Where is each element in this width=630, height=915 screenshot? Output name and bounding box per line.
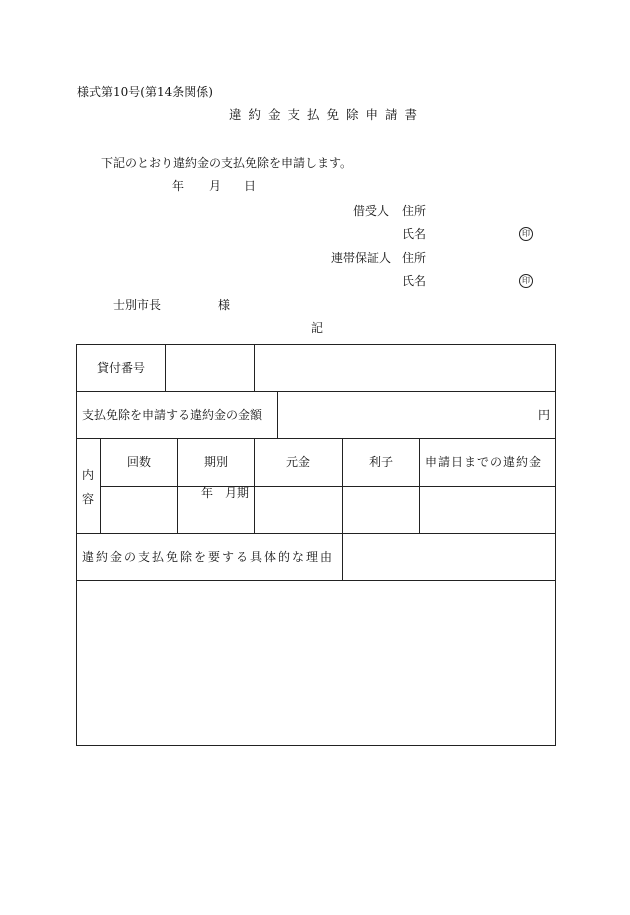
addressee-honorific: 様: [218, 298, 231, 312]
exempt-amount-field[interactable]: [278, 392, 554, 437]
reason-field[interactable]: [77, 581, 554, 744]
column-principal: 元金: [286, 455, 311, 469]
date-day-label: 日: [244, 179, 257, 193]
loan-number-field[interactable]: [166, 345, 253, 390]
loan-number-extra-field[interactable]: [255, 345, 554, 390]
addressee-mayor: 士別市長: [113, 298, 162, 312]
request-statement: 下記のとおり違約金の支払免除を申請します。: [101, 156, 353, 170]
column-penalty-to-date: 申請日までの違約金: [425, 455, 543, 469]
column-interest: 利子: [369, 455, 394, 469]
exempt-amount-label: 支払免除を申請する違約金の金額: [82, 408, 263, 422]
borrower-address-label: 住所: [402, 204, 427, 218]
date-year-label: 年: [172, 179, 185, 193]
guarantor-address-label: 住所: [402, 251, 427, 265]
column-period: 期別: [204, 455, 229, 469]
loan-number-label: 貸付番号: [97, 361, 146, 375]
principal-field[interactable]: [255, 487, 341, 532]
guarantor-seal-icon: 印: [519, 274, 533, 288]
penalty-to-date-field[interactable]: [420, 487, 554, 532]
guarantor-name-label: 氏名: [402, 274, 427, 288]
count-field[interactable]: [101, 487, 176, 532]
interest-field[interactable]: [343, 487, 418, 532]
borrower-label: 借受人: [353, 204, 390, 218]
record-label: 記: [311, 321, 324, 335]
date-month-label: 月: [209, 179, 222, 193]
borrower-seal-icon: 印: [519, 227, 533, 241]
details-label-top: 内: [81, 468, 94, 482]
yen-unit: 円: [538, 408, 551, 422]
column-count: 回数: [127, 455, 152, 469]
reason-label: 違約金の支払免除を要する具体的な理由: [82, 550, 335, 564]
guarantor-label: 連帯保証人: [331, 251, 392, 265]
page-title: 違約金支払免除申請書: [229, 107, 425, 122]
details-label-bottom: 容: [81, 492, 94, 506]
form-number: 様式第10号(第14条関係): [77, 85, 213, 99]
period-value: 年 月期: [201, 486, 250, 500]
borrower-name-label: 氏名: [402, 227, 427, 241]
